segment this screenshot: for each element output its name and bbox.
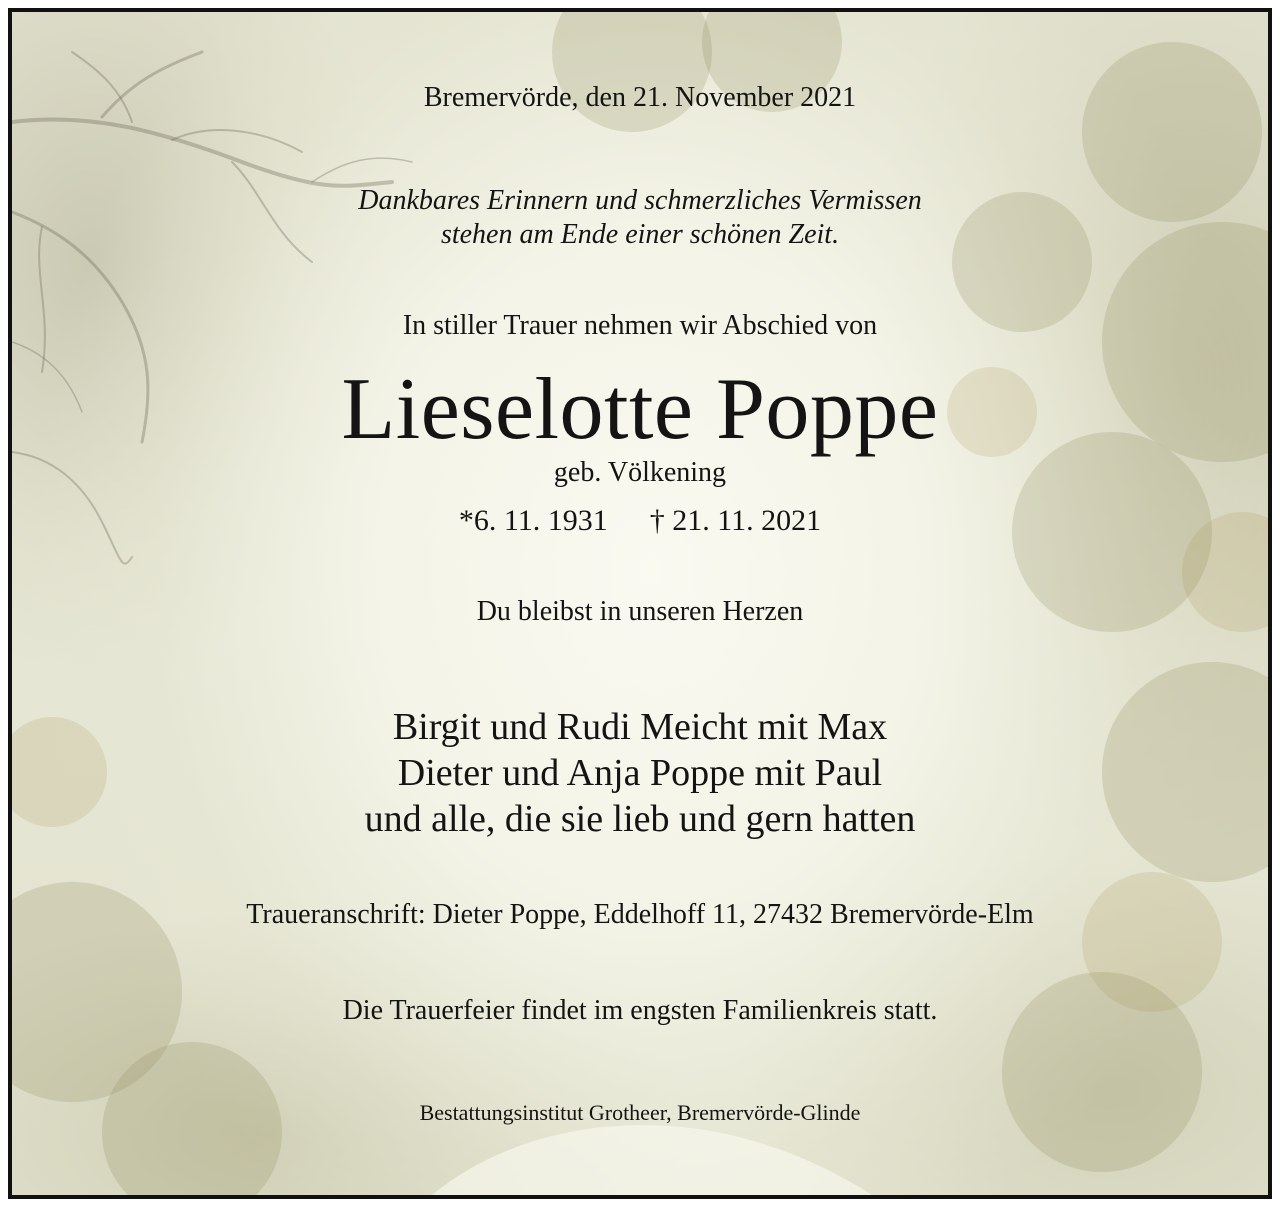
quote-line: stehen am Ende einer schönen Zeit.: [440, 219, 840, 250]
farewell-intro: In stiller Trauer nehmen wir Abschied von: [402, 310, 878, 341]
place-and-date: Bremervörde, den 21. November 2021: [423, 82, 857, 113]
obituary-notice: [8, 8, 1272, 1199]
deceased-name: Lieselotte Poppe: [341, 361, 939, 458]
mourner-line: Dieter und Anja Poppe mit Paul: [397, 752, 883, 794]
mourning-address: Traueranschrift: Dieter Poppe, Eddelhoff 11, 27432 Bremervörde-Elm: [246, 899, 1034, 930]
mourners-list: [12, 704, 1268, 842]
birth-name: geb. Völkening: [553, 457, 727, 488]
memorial-quote: [12, 184, 1268, 252]
life-dates: [12, 504, 1268, 538]
death-date: † 21. 11. 2021: [649, 504, 822, 537]
funeral-note: Die Trauerfeier findet im engsten Familienkreis statt.: [342, 995, 938, 1026]
mourner-line: Birgit und Rudi Meicht mit Max: [392, 706, 888, 748]
remembrance-line: Du bleibst in unseren Herzen: [476, 596, 804, 627]
undertaker: Bestattungsinstitut Grotheer, Bremervörde-Glinde: [419, 1100, 861, 1125]
mourner-line: und alle, die sie lieb und gern hatten: [364, 798, 916, 840]
notice-content: [12, 12, 1268, 1195]
quote-line: Dankbares Erinnern und schmerzliches Vermissen: [358, 185, 922, 216]
birth-date: *6. 11. 1931: [458, 504, 608, 537]
